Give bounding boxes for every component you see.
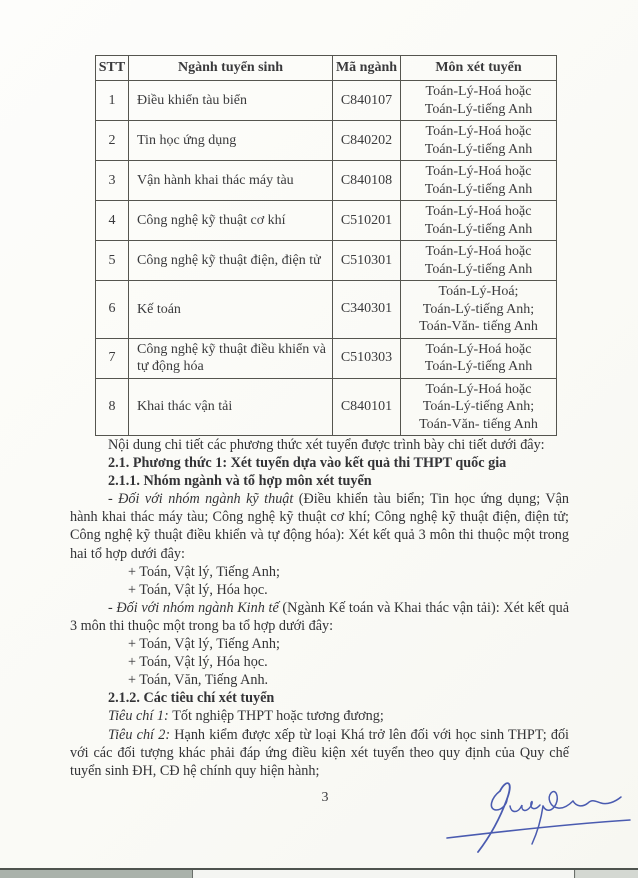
mon-line: Toán-Văn- tiếng Anh	[419, 319, 538, 334]
mon-line: Toán-Lý-Hoá hoặc	[425, 124, 532, 139]
mon-line: Toán-Lý-tiếng Anh	[424, 359, 533, 374]
text-segment: + Toán, Văn, Tiếng Anh.	[128, 672, 269, 689]
text-segment: - Đối với nhóm ngành kỹ thuật	[108, 491, 299, 508]
list-item	[128, 653, 569, 671]
text-segment: 2.1.1. Nhóm ngành và tổ hợp môn xét tuyển	[108, 473, 372, 490]
paragraph	[70, 454, 569, 472]
mon-line: Toán-Lý-Hoá hoặc	[425, 164, 532, 179]
document-body-text	[70, 436, 569, 780]
paragraph	[70, 599, 569, 635]
cell-mon	[401, 81, 557, 121]
table-row	[96, 378, 557, 436]
mon-line: Toán-Lý-Hoá hoặc	[425, 204, 532, 219]
text-segment: (Ngành Kế toán và Khai thác vận tải): Xét kết quả 3 môn thi thuộc một trong ba tổ hợp dưới đây:	[70, 599, 569, 634]
mon-line: Toán-Lý-tiếng Anh	[424, 181, 533, 197]
column-header: STT	[96, 56, 129, 81]
text-segment: + Toán, Vật lý, Hóa học.	[128, 581, 268, 598]
cell-ma: C840108	[333, 161, 401, 201]
table-row	[96, 241, 557, 281]
cell-nganh: Điều khiển tàu biển	[129, 81, 333, 121]
cell-mon	[401, 121, 557, 161]
cell-mon	[401, 281, 557, 339]
text-segment: Hạnh kiểm được xếp từ loại Khá trở lên đối với học sinh THPT; đối với các đối tượng khác phải đáp ứng điều kiện xét tuyển theo quy định của Quy chế tuyển sinh ĐH, CĐ hệ chính quy hiện hành;	[70, 726, 569, 779]
cell-stt: 4	[96, 201, 129, 241]
cell-ma: C340301	[333, 281, 401, 339]
list-item	[128, 581, 569, 599]
table-row	[96, 121, 557, 161]
text-segment: Tốt nghiệp THPT hoặc tương đương;	[172, 708, 384, 725]
signature-ink	[443, 776, 635, 856]
admission-table	[95, 55, 557, 436]
text-segment: Tiêu chí 2:	[108, 726, 175, 743]
cell-mon	[401, 161, 557, 201]
column-header: Mã ngành	[333, 56, 401, 81]
paragraph	[70, 436, 569, 454]
paragraph	[70, 472, 569, 490]
mon-line: Toán-Lý-Hoá hoặc	[425, 381, 532, 397]
cell-ma: C510303	[333, 338, 401, 378]
mon-line: Toán-Lý-Hoá;	[438, 284, 519, 299]
scan-bottom-edge	[0, 868, 638, 878]
list-item	[128, 563, 569, 581]
cell-nganh: Công nghệ kỹ thuật cơ khí	[129, 201, 333, 241]
cell-ma: C510301	[333, 241, 401, 281]
scan-edge-segment	[0, 870, 192, 878]
mon-line: Toán-Lý-tiếng Anh;	[422, 399, 535, 414]
text-segment: 2.1. Phương thức 1: Xét tuyển dựa vào kết quả thi THPT quốc gia	[108, 455, 507, 472]
cell-ma: C840101	[333, 378, 401, 436]
cell-ma: C510201	[333, 201, 401, 241]
cell-mon	[401, 201, 557, 241]
cell-ma: C840107	[333, 81, 401, 121]
table-row	[96, 81, 557, 121]
list-item	[128, 635, 569, 653]
paragraph	[70, 689, 569, 707]
mon-line: Toán-Lý-tiếng Anh	[424, 141, 533, 157]
table-row	[96, 281, 557, 339]
scan-edge-segment	[192, 870, 575, 878]
mon-line: Toán-Lý-Hoá hoặc	[425, 84, 532, 99]
cell-ma: C840202	[333, 121, 401, 161]
signature	[443, 776, 635, 856]
mon-line: Toán-Lý-tiếng Anh	[424, 101, 533, 117]
table-header-row	[96, 56, 557, 81]
list-item	[128, 671, 569, 689]
paragraph	[70, 707, 569, 725]
text-segment: + Toán, Vật lý, Tiếng Anh;	[128, 563, 280, 580]
page-number: 3	[321, 790, 329, 805]
cell-nganh: Công nghệ kỹ thuật điều khiển và tự động hóa	[129, 338, 333, 378]
text-segment: + Toán, Vật lý, Tiếng Anh;	[128, 636, 280, 653]
cell-nganh: Công nghệ kỹ thuật điện, điện tử	[129, 241, 333, 281]
cell-nganh: Tin học ứng dụng	[129, 121, 333, 161]
cell-stt: 1	[96, 81, 129, 121]
text-segment: 2.1.2. Các tiêu chí xét tuyển	[108, 690, 275, 707]
text-segment: Tiêu chí 1:	[108, 708, 173, 725]
mon-line: Toán-Lý-Hoá hoặc	[425, 341, 532, 357]
cell-stt: 5	[96, 241, 129, 281]
cell-stt: 2	[96, 121, 129, 161]
cell-nganh: Khai thác vận tải	[129, 378, 333, 436]
cell-stt: 3	[96, 161, 129, 201]
cell-nganh: Kế toán	[129, 281, 333, 339]
cell-nganh: Vận hành khai thác máy tàu	[129, 161, 333, 201]
text-segment: (Điều khiển tàu biển; Tin học ứng dụng; Vận hành khai thác máy tàu; Công nghệ kỹ thuật cơ khí; Công nghệ kỹ thuật điện, điện tử; Công nghệ kỹ thuật điều khiển và tự động hóa): Xét kết quả 3 môn thi thuộc một trong hai tổ hợp dưới đây:	[70, 491, 569, 562]
cell-mon	[401, 241, 557, 281]
cell-mon	[401, 338, 557, 378]
mon-line: Toán-Lý-tiếng Anh	[424, 261, 533, 277]
column-header: Môn xét tuyển	[401, 56, 557, 81]
mon-line: Toán-Lý-Hoá hoặc	[425, 244, 532, 259]
column-header: Ngành tuyển sinh	[129, 56, 333, 81]
text-segment: Nội dung chi tiết các phương thức xét tuyển được trình bày chi tiết dưới đây:	[108, 437, 545, 453]
cell-stt: 6	[96, 281, 129, 339]
table-row	[96, 201, 557, 241]
paragraph	[70, 490, 569, 562]
text-segment: - Đối với nhóm ngành Kinh tế	[108, 599, 283, 616]
table-row	[96, 338, 557, 378]
mon-line: Toán-Lý-tiếng Anh	[424, 221, 533, 237]
paragraph	[70, 726, 569, 780]
cell-stt: 8	[96, 378, 129, 436]
scan-edge-segment	[576, 870, 638, 878]
mon-line: Toán-Lý-tiếng Anh;	[422, 301, 535, 317]
table-row	[96, 161, 557, 201]
text-segment: + Toán, Vật lý, Hóa học.	[128, 654, 268, 671]
cell-stt: 7	[96, 338, 129, 378]
cell-mon	[401, 378, 557, 436]
mon-line: Toán-Văn- tiếng Anh	[419, 416, 538, 432]
